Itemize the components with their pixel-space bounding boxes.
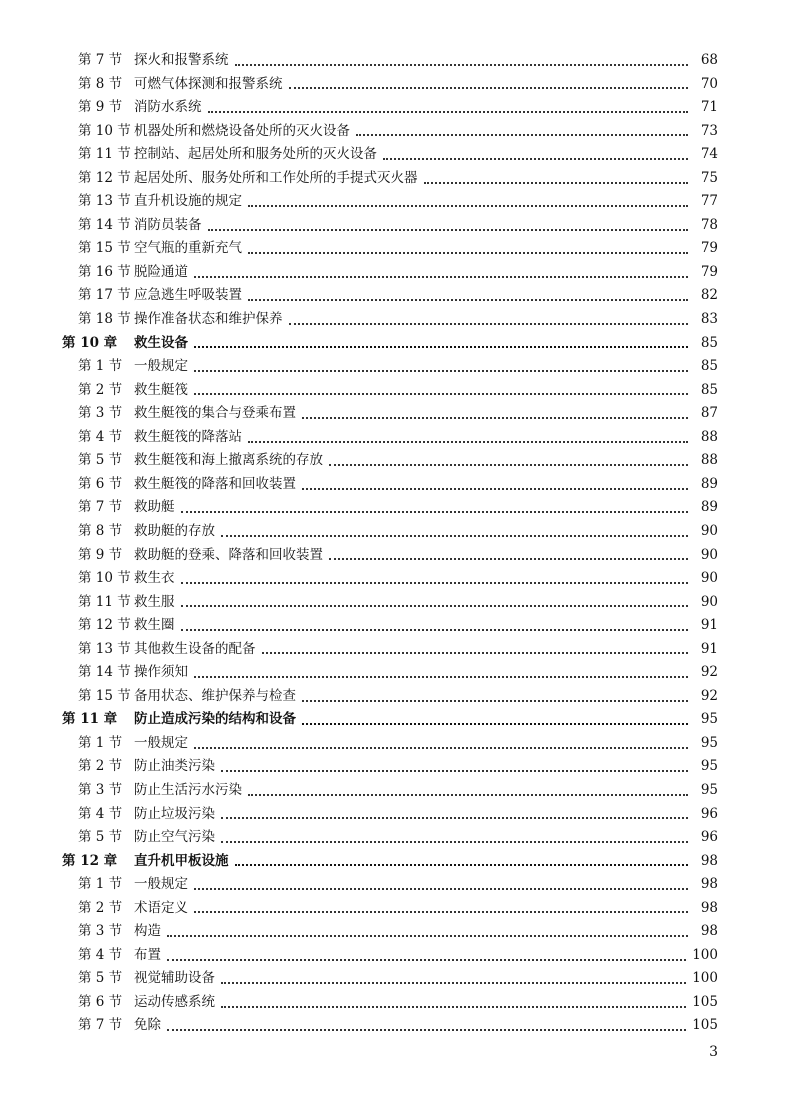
- page-ref: 68: [700, 52, 718, 69]
- dot-leader: [302, 709, 688, 725]
- section-title: 消防水系统: [134, 99, 202, 116]
- page-ref: 95: [700, 734, 718, 751]
- dot-leader: [208, 97, 689, 113]
- section-number: 第 12 节: [78, 169, 131, 186]
- section-number: 第 2 节: [78, 381, 123, 398]
- section-title: 救助艇的登乘、降落和回收装置: [134, 546, 323, 563]
- page-ref: 98: [700, 899, 718, 916]
- page-ref: 85: [700, 358, 718, 375]
- dot-leader: [424, 168, 689, 184]
- page-ref: 100: [692, 970, 718, 987]
- toc-section-entry[interactable]: [0, 638, 790, 662]
- section-number: 第 4 节: [78, 946, 123, 963]
- page-ref: 74: [700, 146, 718, 163]
- toc-section-entry[interactable]: [0, 614, 790, 638]
- dot-leader: [194, 874, 688, 890]
- toc-section-entry[interactable]: [0, 73, 790, 97]
- dot-leader: [302, 403, 688, 419]
- section-number: 第 7 节: [78, 52, 123, 69]
- toc-section-entry[interactable]: [0, 261, 790, 285]
- section-title: 备用状态、维护保养与检查: [134, 687, 296, 704]
- section-title: 构造: [134, 923, 161, 940]
- page-ref: 95: [700, 781, 718, 798]
- page-ref: 90: [700, 593, 718, 610]
- dot-leader: [221, 992, 686, 1008]
- section-title: 防止油类污染: [134, 758, 215, 775]
- page-ref: 91: [700, 640, 718, 657]
- toc-section-entry[interactable]: [0, 426, 790, 450]
- section-title: 救生艇筏: [134, 381, 188, 398]
- dot-leader: [235, 850, 689, 866]
- section-title: 免除: [134, 1017, 161, 1034]
- section-number: 第 3 节: [78, 781, 123, 798]
- section-title: 一般规定: [134, 358, 188, 375]
- toc-section-entry[interactable]: [0, 49, 790, 73]
- page-ref: 98: [700, 923, 718, 940]
- dot-leader: [221, 827, 688, 843]
- toc-section-entry[interactable]: [0, 308, 790, 332]
- page-ref: 100: [692, 946, 718, 963]
- dot-leader: [194, 356, 688, 372]
- toc-section-entry[interactable]: [0, 355, 790, 379]
- section-title: 机器处所和燃烧设备处所的灭火设备: [134, 122, 350, 139]
- page-ref: 98: [700, 852, 718, 869]
- page-number: 3: [709, 1044, 718, 1060]
- dot-leader: [329, 544, 688, 560]
- toc-section-entry[interactable]: [0, 543, 790, 567]
- section-title: 直升机设施的规定: [134, 193, 242, 210]
- section-title: 救助艇的存放: [134, 522, 215, 539]
- page-ref: 105: [692, 993, 718, 1010]
- section-number: 第 13 节: [78, 193, 131, 210]
- section-number: 第 12 节: [78, 617, 131, 634]
- section-number: 第 5 节: [78, 970, 123, 987]
- toc-section-entry[interactable]: [0, 873, 790, 897]
- page-ref: 71: [700, 99, 718, 116]
- toc-section-entry[interactable]: [0, 685, 790, 709]
- dot-leader: [356, 120, 688, 136]
- toc-section-entry[interactable]: [0, 732, 790, 756]
- chapter-number: 第 12 章: [62, 852, 118, 869]
- dot-leader: [181, 497, 689, 513]
- section-number: 第 15 节: [78, 240, 131, 257]
- page-ref: 87: [700, 405, 718, 422]
- page-ref: 92: [700, 664, 718, 681]
- dot-leader: [383, 144, 688, 160]
- section-number: 第 17 节: [78, 287, 131, 304]
- toc-chapter-entry[interactable]: [0, 332, 790, 356]
- page-ref: 91: [700, 617, 718, 634]
- section-number: 第 10 节: [78, 122, 131, 139]
- chapter-title: 防止造成污染的结构和设备: [134, 711, 296, 728]
- page-ref: 79: [700, 263, 718, 280]
- section-number: 第 7 节: [78, 1017, 123, 1034]
- toc-section-entry[interactable]: [0, 826, 790, 850]
- section-title: 控制站、起居处所和服务处所的灭火设备: [134, 146, 377, 163]
- section-number: 第 15 节: [78, 687, 131, 704]
- toc-section-entry[interactable]: [0, 520, 790, 544]
- section-title: 其他救生设备的配备: [134, 640, 256, 657]
- page-ref: 90: [700, 570, 718, 587]
- page-ref: 105: [692, 1017, 718, 1034]
- page-ref: 85: [700, 334, 718, 351]
- page-ref: 95: [700, 711, 718, 728]
- chapter-title: 救生设备: [134, 334, 188, 351]
- section-number: 第 1 节: [78, 358, 123, 375]
- page-ref: 73: [700, 122, 718, 139]
- page-ref: 90: [700, 546, 718, 563]
- section-title: 操作须知: [134, 664, 188, 681]
- section-number: 第 11 节: [78, 146, 131, 163]
- section-title: 术语定义: [134, 899, 188, 916]
- section-title: 布置: [134, 946, 161, 963]
- section-number: 第 14 节: [78, 664, 131, 681]
- section-number: 第 18 节: [78, 311, 131, 328]
- toc-section-entry[interactable]: [0, 167, 790, 191]
- page-ref: 82: [700, 287, 718, 304]
- section-title: 应急逃生呼吸装置: [134, 287, 242, 304]
- toc-section-entry[interactable]: [0, 661, 790, 685]
- dot-leader: [167, 945, 686, 961]
- section-number: 第 4 节: [78, 428, 123, 445]
- section-title: 救生圈: [134, 617, 175, 634]
- page-ref: 83: [700, 311, 718, 328]
- dot-leader: [248, 427, 688, 443]
- section-title: 防止空气污染: [134, 829, 215, 846]
- section-number: 第 11 节: [78, 593, 131, 610]
- section-title: 起居处所、服务处所和工作处所的手提式灭火器: [134, 169, 418, 186]
- toc-section-entry[interactable]: [0, 803, 790, 827]
- section-number: 第 6 节: [78, 993, 123, 1010]
- toc-section-entry[interactable]: [0, 284, 790, 308]
- toc-section-entry[interactable]: [0, 755, 790, 779]
- page-ref: 70: [700, 75, 718, 92]
- section-number: 第 1 节: [78, 876, 123, 893]
- toc-section-entry[interactable]: [0, 402, 790, 426]
- chapter-number: 第 11 章: [62, 711, 118, 728]
- page-ref: 89: [700, 475, 718, 492]
- dot-leader: [167, 921, 688, 937]
- page-ref: 77: [700, 193, 718, 210]
- section-title: 消防员装备: [134, 216, 202, 233]
- page-ref: 90: [700, 522, 718, 539]
- section-title: 救生艇筏的集合与登乘布置: [134, 405, 296, 422]
- section-number: 第 4 节: [78, 805, 123, 822]
- dot-leader: [235, 50, 689, 66]
- section-title: 救生服: [134, 593, 175, 610]
- toc-section-entry[interactable]: [0, 567, 790, 591]
- page-ref: 96: [700, 805, 718, 822]
- dot-leader: [221, 756, 688, 772]
- toc-section-entry[interactable]: [0, 143, 790, 167]
- section-title: 运动传感系统: [134, 993, 215, 1010]
- dot-leader: [302, 474, 688, 490]
- section-number: 第 16 节: [78, 263, 131, 280]
- page-ref: 92: [700, 687, 718, 704]
- section-title: 一般规定: [134, 734, 188, 751]
- section-number: 第 1 节: [78, 734, 123, 751]
- dot-leader: [221, 803, 688, 819]
- section-number: 第 3 节: [78, 923, 123, 940]
- dot-leader: [289, 309, 689, 325]
- page-ref: 95: [700, 758, 718, 775]
- section-title: 防止垃圾污染: [134, 805, 215, 822]
- dot-leader: [194, 733, 688, 749]
- section-title: 脱险通道: [134, 263, 188, 280]
- chapter-title: 直升机甲板设施: [134, 852, 229, 869]
- dot-leader: [248, 285, 688, 301]
- dot-leader: [248, 780, 688, 796]
- section-title: 一般规定: [134, 876, 188, 893]
- section-number: 第 2 节: [78, 899, 123, 916]
- toc-chapter-entry[interactable]: [0, 708, 790, 732]
- page-ref: 88: [700, 428, 718, 445]
- toc-section-entry[interactable]: [0, 473, 790, 497]
- page-ref: 78: [700, 216, 718, 233]
- dot-leader: [248, 238, 688, 254]
- dot-leader: [221, 521, 688, 537]
- section-number: 第 9 节: [78, 99, 123, 116]
- toc-section-entry[interactable]: [0, 1014, 790, 1038]
- toc-section-entry[interactable]: [0, 591, 790, 615]
- section-title: 救生艇筏的降落和回收装置: [134, 475, 296, 492]
- section-number: 第 10 节: [78, 570, 131, 587]
- toc-section-entry[interactable]: [0, 897, 790, 921]
- toc-section-entry[interactable]: [0, 779, 790, 803]
- toc-chapter-entry[interactable]: [0, 850, 790, 874]
- section-number: 第 9 节: [78, 546, 123, 563]
- toc-section-entry[interactable]: [0, 214, 790, 238]
- section-number: 第 13 节: [78, 640, 131, 657]
- page-ref: 89: [700, 499, 718, 516]
- toc-section-entry[interactable]: [0, 944, 790, 968]
- dot-leader: [194, 332, 688, 348]
- dot-leader: [221, 968, 686, 984]
- section-number: 第 14 节: [78, 216, 131, 233]
- section-title: 探火和报警系统: [134, 52, 229, 69]
- section-title: 视觉辅助设备: [134, 970, 215, 987]
- dot-leader: [181, 615, 689, 631]
- dot-leader: [194, 262, 688, 278]
- page-ref: 88: [700, 452, 718, 469]
- toc-section-entry[interactable]: [0, 991, 790, 1015]
- dot-leader: [302, 686, 688, 702]
- dot-leader: [289, 73, 689, 89]
- section-number: 第 8 节: [78, 75, 123, 92]
- section-title: 可燃气体探测和报警系统: [134, 75, 283, 92]
- section-title: 防止生活污水污染: [134, 781, 242, 798]
- toc-section-entry[interactable]: [0, 190, 790, 214]
- dot-leader: [181, 591, 689, 607]
- section-title: 操作准备状态和维护保养: [134, 311, 283, 328]
- dot-leader: [208, 215, 689, 231]
- dot-leader: [181, 568, 689, 584]
- section-title: 救生艇筏和海上撤离系统的存放: [134, 452, 323, 469]
- section-number: 第 5 节: [78, 829, 123, 846]
- section-number: 第 7 节: [78, 499, 123, 516]
- dot-leader: [262, 638, 689, 654]
- dot-leader: [194, 897, 688, 913]
- section-number: 第 5 节: [78, 452, 123, 469]
- page-ref: 75: [700, 169, 718, 186]
- page-ref: 98: [700, 876, 718, 893]
- section-title: 空气瓶的重新充气: [134, 240, 242, 257]
- section-number: 第 8 节: [78, 522, 123, 539]
- dot-leader: [194, 379, 688, 395]
- section-number: 第 6 节: [78, 475, 123, 492]
- dot-leader: [248, 191, 688, 207]
- toc-section-entry[interactable]: [0, 96, 790, 120]
- toc-section-entry[interactable]: [0, 237, 790, 261]
- toc-section-entry[interactable]: [0, 496, 790, 520]
- section-number: 第 2 节: [78, 758, 123, 775]
- page-ref: 79: [700, 240, 718, 257]
- section-title: 救生艇筏的降落站: [134, 428, 242, 445]
- toc-section-entry[interactable]: [0, 120, 790, 144]
- chapter-number: 第 10 章: [62, 334, 118, 351]
- section-title: 救生衣: [134, 570, 175, 587]
- section-title: 救助艇: [134, 499, 175, 516]
- toc-section-entry[interactable]: [0, 379, 790, 403]
- page-ref: 96: [700, 829, 718, 846]
- toc-section-entry[interactable]: [0, 449, 790, 473]
- section-number: 第 3 节: [78, 405, 123, 422]
- toc-section-entry[interactable]: [0, 967, 790, 991]
- table-of-contents: [0, 49, 790, 1038]
- page-ref: 85: [700, 381, 718, 398]
- dot-leader: [194, 662, 688, 678]
- dot-leader: [329, 450, 688, 466]
- dot-leader: [167, 1015, 686, 1031]
- toc-section-entry[interactable]: [0, 920, 790, 944]
